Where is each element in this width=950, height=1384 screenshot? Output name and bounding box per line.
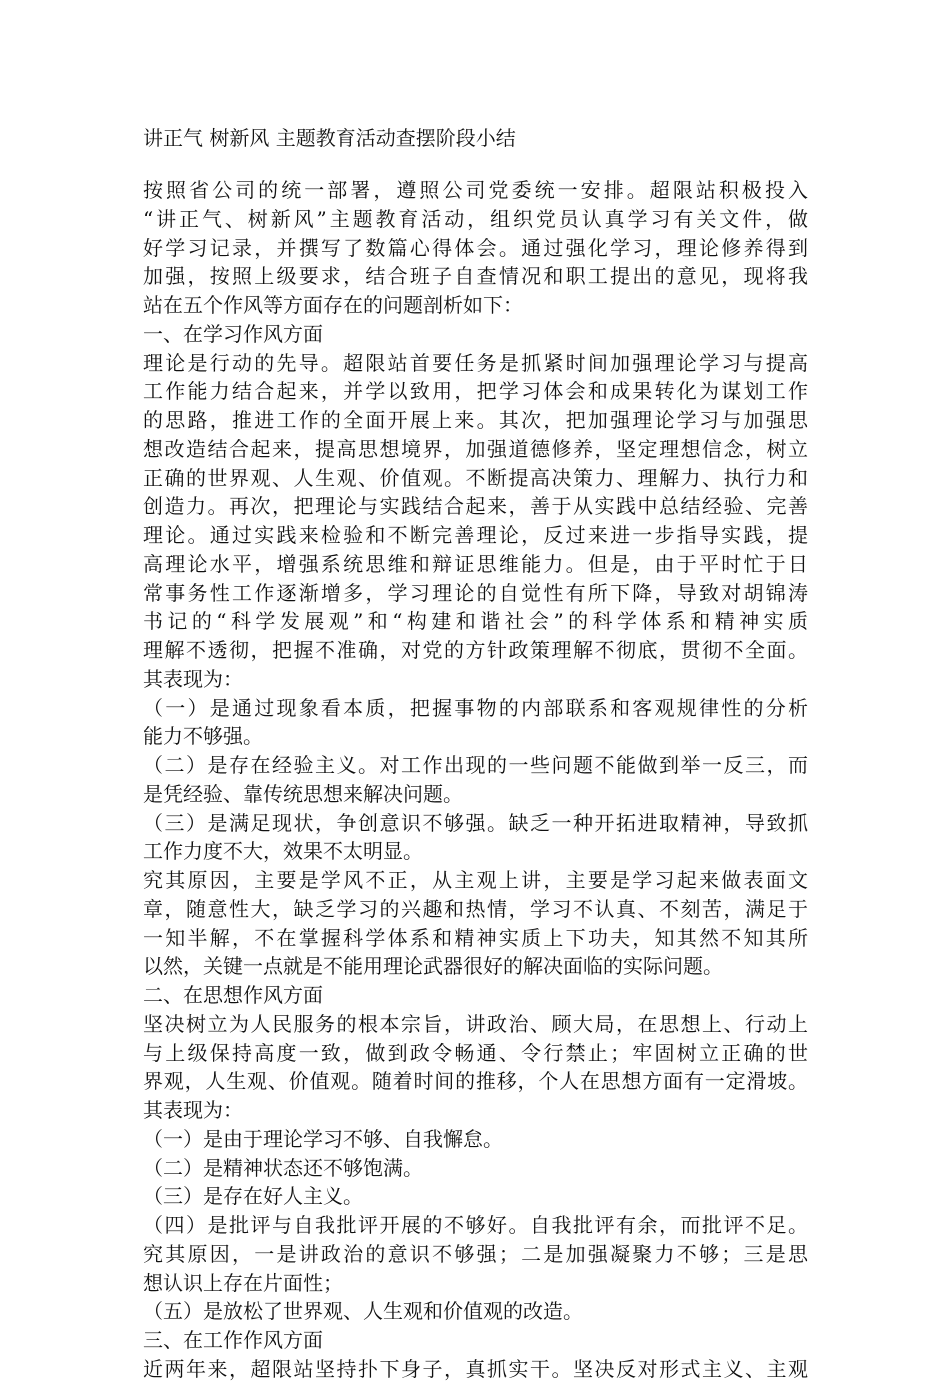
document-body xyxy=(143,176,808,1384)
text-line: “讲正气、树新风”主题教育活动，组织党员认真学习有关文件，做 xyxy=(143,206,808,231)
text-line: 一、在学习作风方面 xyxy=(143,321,323,346)
text-line: 理论是行动的先导。超限站首要任务是抓紧时间加强理论学习与提高 xyxy=(143,350,808,375)
text-line: 想改造结合起来，提高思想境界，加强道德修养，坚定理想信念，树立 xyxy=(143,436,808,461)
text-line: 与上级保持高度一致，做到政令畅通、令行禁止；牢固树立正确的世 xyxy=(143,1040,808,1065)
text-line: 工作力度不大，效果不太明显。 xyxy=(143,839,423,864)
text-line: 理解不透彻，把握不准确，对党的方针政策理解不彻底，贯彻不全面。 xyxy=(143,638,808,662)
text-line: （一）是由于理论学习不够、自我懈怠。 xyxy=(143,1126,503,1151)
text-line: 创造力。再次，把理论与实践结合起来，善于从实践中总结经验、完善 xyxy=(143,494,808,519)
text-line: （三）是满足现状，争创意识不够强。缺乏一种开拓进取精神，导致抓 xyxy=(143,810,808,835)
text-line: 高理论水平，增强系统思维和辩证思维能力。但是，由于平时忙于日 xyxy=(143,551,808,576)
text-line: 书记的“科学发展观”和“构建和谐社会”的科学体系和精神实质 xyxy=(143,609,808,634)
text-line: 是凭经验、靠传统思想来解决问题。 xyxy=(143,781,463,806)
text-line: （四）是批评与自我批评开展的不够好。自我批评有余，而批评不足。 xyxy=(143,1213,808,1237)
text-line: 工作能力结合起来，并学以致用，把学习体会和成果转化为谋划工作 xyxy=(143,379,808,404)
text-line: 近两年来，超限站坚持扑下身子，真抓实干。坚决反对形式主义、主观 xyxy=(143,1356,808,1381)
text-line: 按照省公司的统一部署，遵照公司党委统一安排。超限站积极投入 xyxy=(143,178,808,202)
text-line: 三、在工作作风方面 xyxy=(143,1328,323,1352)
text-line: （二）是精神状态还不够饱满。 xyxy=(143,1155,423,1180)
text-line: 其表现为： xyxy=(143,666,243,691)
text-line: 好学习记录，并撰写了数篇心得体会。通过强化学习，理论修养得到 xyxy=(143,235,808,260)
text-line: 常事务性工作逐渐增多，学习理论的自觉性有所下降，导致对胡锦涛 xyxy=(143,580,808,605)
text-line: 其表现为： xyxy=(143,1098,243,1122)
text-line: 究其原因，主要是学风不正，从主观上讲，主要是学习起来做表面文 xyxy=(143,868,808,892)
text-line: 一知半解，不在掌握科学体系和精神实质上下功夫，知其然不知其所 xyxy=(143,925,808,950)
text-line: 的思路，推进工作的全面开展上来。其次，把加强理论学习与加强思 xyxy=(143,408,808,432)
text-line: 站在五个作风等方面存在的问题剖析如下： xyxy=(143,293,523,317)
text-line: 章，随意性大，缺乏学习的兴趣和热情，学习不认真、不刻苦，满足于 xyxy=(143,896,808,921)
text-line: （五）是放松了世界观、人生观和价值观的改造。 xyxy=(143,1299,583,1324)
text-line: 坚决树立为人民服务的根本宗旨，讲政治、顾大局，在思想上、行动上 xyxy=(143,1011,808,1036)
text-line: （二）是存在经验主义。对工作出现的一些问题不能做到举一反三，而 xyxy=(143,753,808,777)
text-line: 以然，关键一点就是不能用理论武器很好的解决面临的实际问题。 xyxy=(143,954,723,979)
text-line: 理论。通过实践来检验和不断完善理论，反过来进一步指导实践，提 xyxy=(143,523,808,547)
document-title: 讲正气 树新风 主题教育活动查摆阶段小结 xyxy=(143,126,516,150)
text-line: 想认识上存在片面性； xyxy=(143,1270,343,1295)
text-line: 加强，按照上级要求，结合班子自查情况和职工提出的意见，现将我 xyxy=(143,264,808,289)
text-line: 正确的世界观、人生观、价值观。不断提高决策力、理解力、执行力和 xyxy=(143,465,808,490)
text-line: （一）是通过现象看本质，把握事物的内部联系和客观规律性的分析 xyxy=(143,695,808,720)
text-line: （三）是存在好人主义。 xyxy=(143,1184,363,1209)
text-line: 能力不够强。 xyxy=(143,724,263,749)
text-line: 究其原因，一是讲政治的意识不够强；二是加强凝聚力不够；三是思 xyxy=(143,1241,808,1266)
text-line: 二、在思想作风方面 xyxy=(143,983,323,1007)
text-line: 界观，人生观、价值观。随着时间的推移，个人在思想方面有一定滑坡。 xyxy=(143,1069,808,1094)
